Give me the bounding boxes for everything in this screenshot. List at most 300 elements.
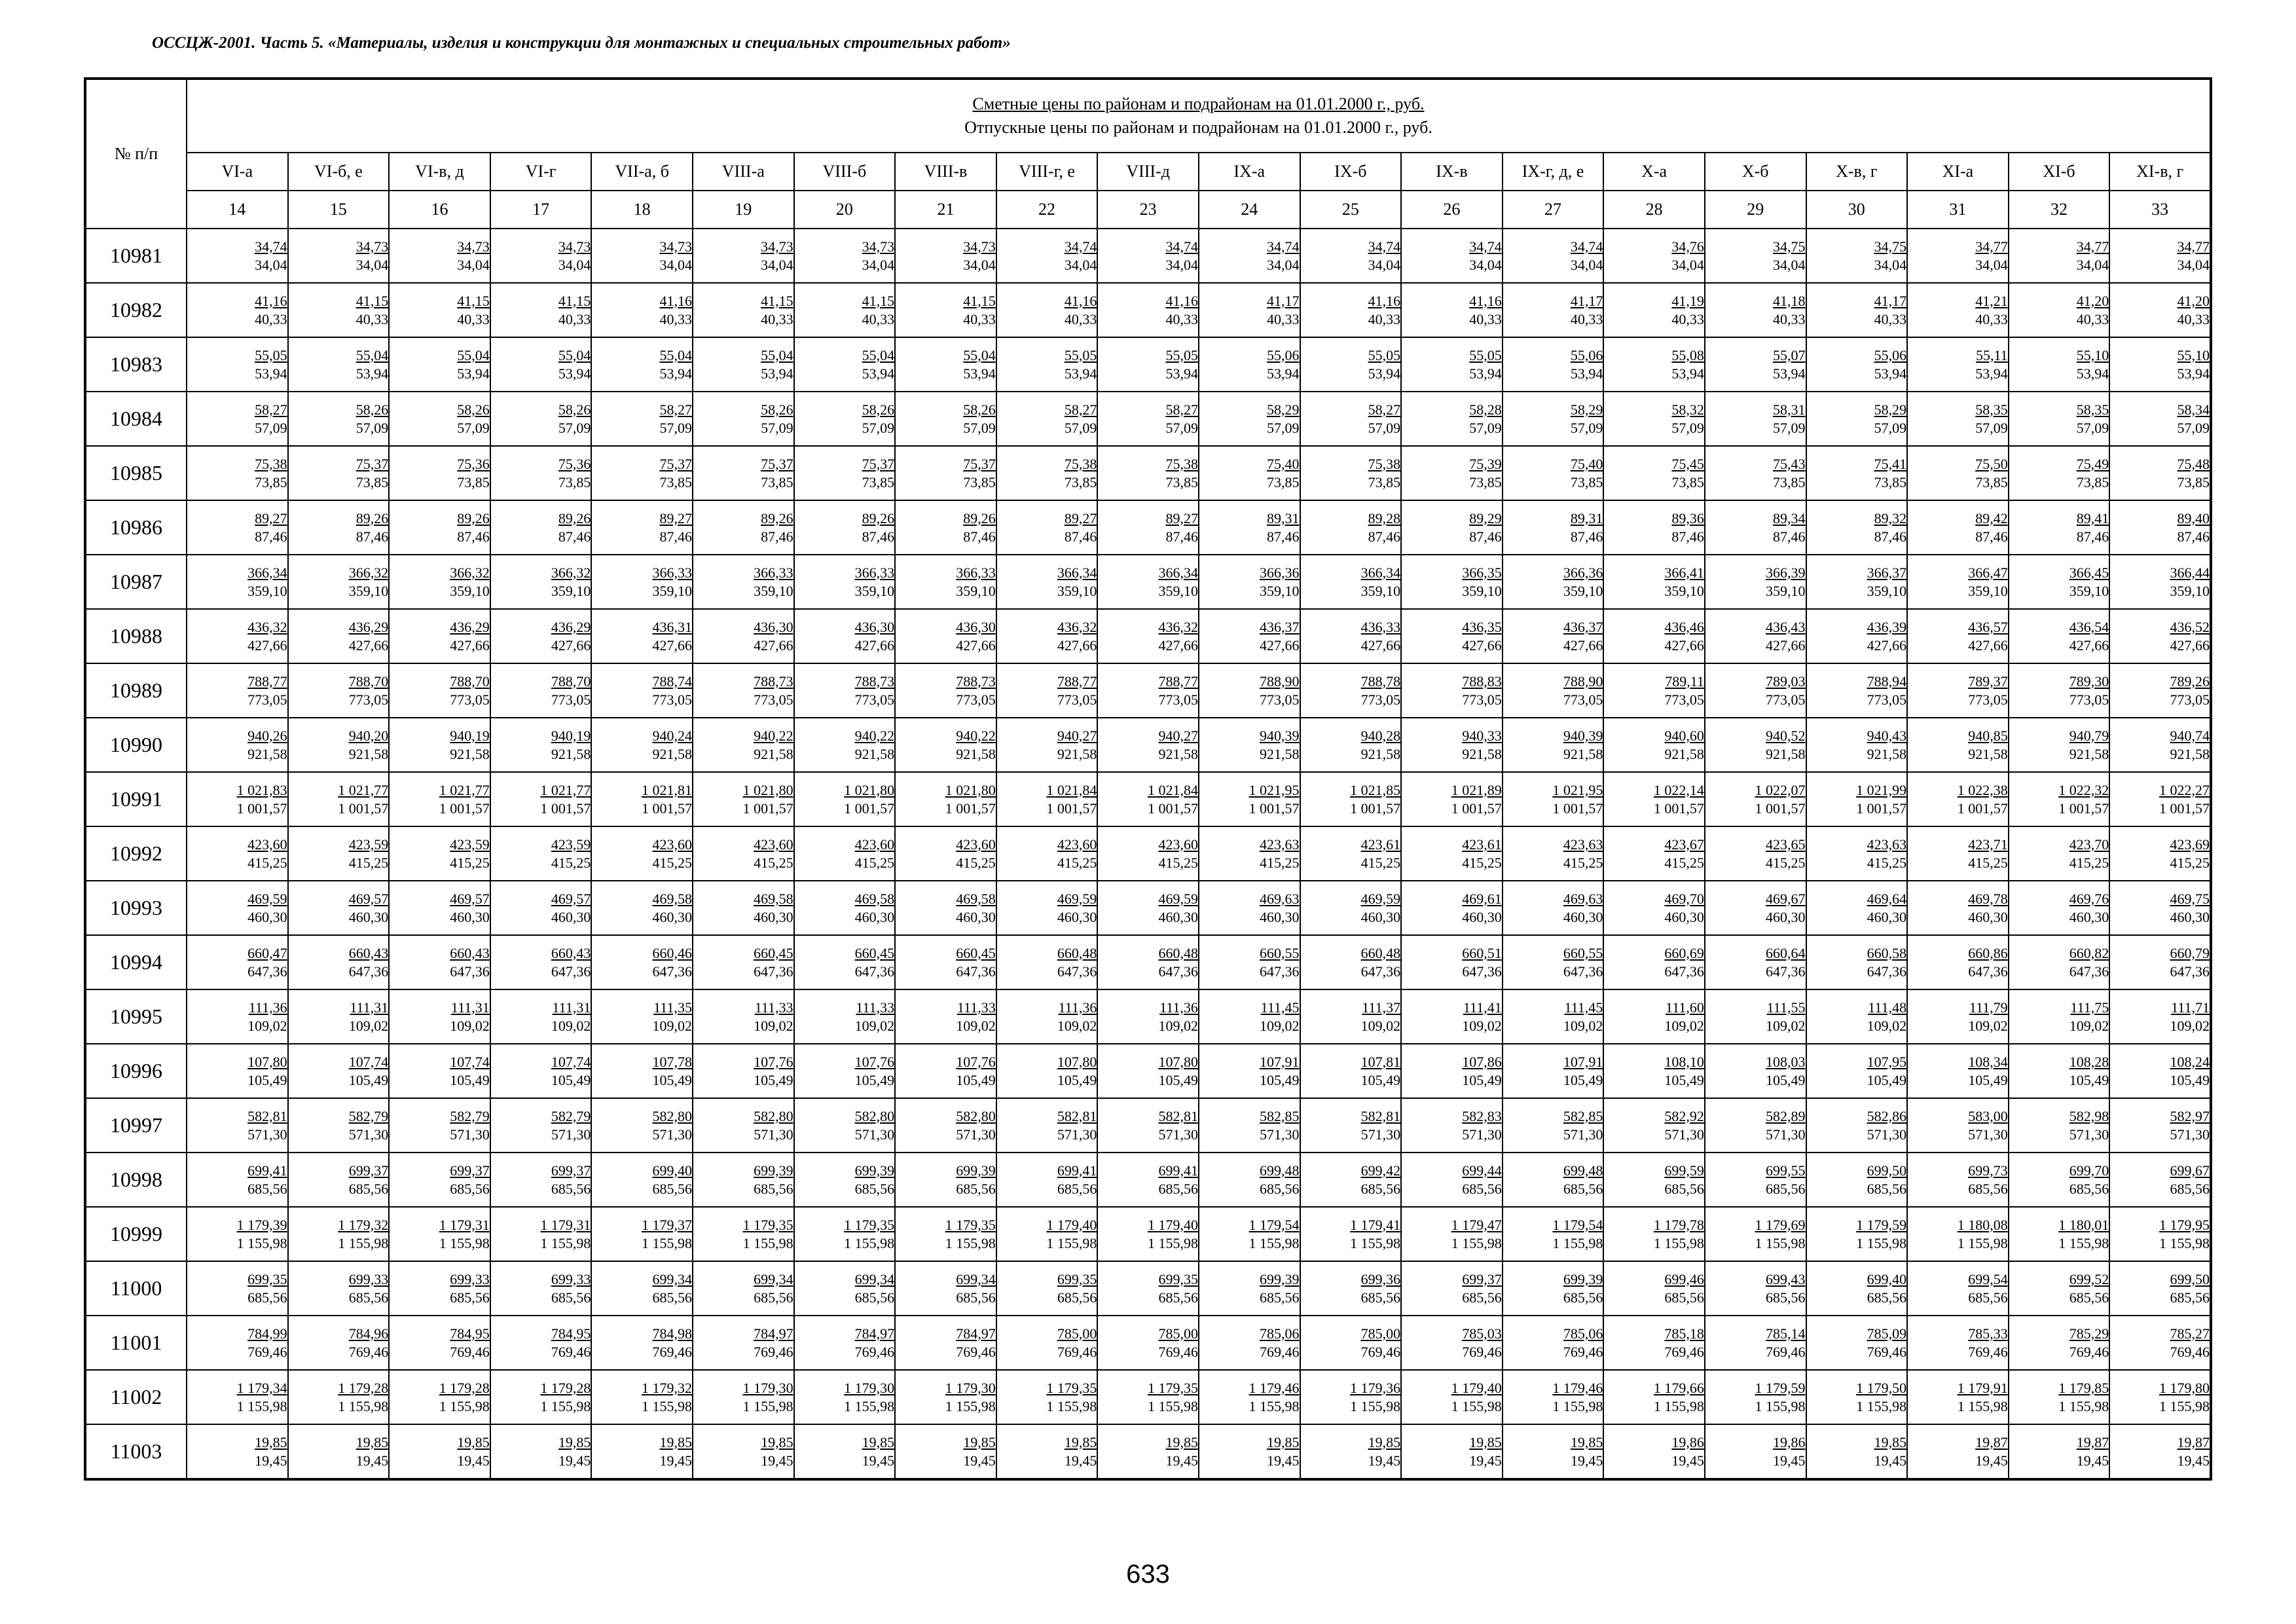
estimate-price: 75,48 — [2177, 455, 2210, 472]
price-cell — [1401, 826, 1503, 881]
release-price: 685,56 — [1563, 1289, 1603, 1306]
price-cell — [1907, 663, 2009, 718]
release-price: 1 155,98 — [945, 1397, 996, 1414]
estimate-price: 89,41 — [2076, 509, 2109, 526]
price-cell — [693, 826, 794, 881]
estimate-price: 366,45 — [2069, 564, 2109, 581]
price-cell — [187, 1370, 288, 1424]
estimate-price: 75,43 — [1773, 455, 1806, 472]
release-price: 34,04 — [1874, 256, 1907, 273]
price-cell — [1806, 1207, 1908, 1261]
price-cell — [1705, 826, 1806, 881]
release-price: 921,58 — [754, 745, 793, 762]
price-cell — [288, 1370, 390, 1424]
release-price: 773,05 — [1766, 691, 1806, 708]
price-cell — [895, 609, 996, 663]
price-cell — [794, 1153, 896, 1207]
price-cell — [1907, 555, 2009, 609]
estimate-price: 34,74 — [1267, 238, 1300, 255]
price-cell — [1705, 663, 1806, 718]
estimate-price: 55,08 — [1671, 346, 1704, 363]
release-price: 769,46 — [1766, 1343, 1806, 1360]
price-cell — [1907, 935, 2009, 989]
estimate-price: 19,85 — [862, 1433, 895, 1450]
estimate-price: 89,31 — [1267, 509, 1300, 526]
price-cell — [490, 609, 592, 663]
release-price: 34,04 — [1368, 256, 1401, 273]
price-cell — [1806, 1044, 1908, 1098]
release-price: 87,46 — [1570, 528, 1603, 545]
estimate-price: 19,85 — [1165, 1433, 1198, 1450]
estimate-price: 55,05 — [1368, 346, 1401, 363]
estimate-price: 111,36 — [1159, 999, 1198, 1016]
estimate-price: 89,26 — [963, 509, 996, 526]
estimate-price: 19,85 — [255, 1433, 287, 1450]
estimate-price: 1 022,38 — [1957, 781, 2008, 798]
estimate-price: 34,75 — [1874, 238, 1907, 255]
price-cell — [2009, 1153, 2110, 1207]
release-price: 359,10 — [652, 582, 692, 599]
release-price: 415,25 — [956, 854, 996, 871]
release-price: 571,30 — [1158, 1126, 1198, 1143]
price-cell — [1097, 1370, 1199, 1424]
estimate-price: 34,73 — [457, 238, 490, 255]
price-cell — [2109, 1044, 2211, 1098]
price-cell — [288, 1424, 390, 1479]
price-cell — [1503, 1098, 1604, 1153]
estimate-price: 788,94 — [1867, 673, 1907, 690]
release-price: 773,05 — [1260, 691, 1300, 708]
price-cell — [996, 1207, 1098, 1261]
estimate-price: 788,73 — [956, 673, 996, 690]
estimate-price: 436,57 — [1968, 618, 2008, 635]
region-header: VI-в, д — [389, 153, 490, 191]
estimate-price: 75,49 — [2076, 455, 2109, 472]
estimate-price: 19,85 — [355, 1433, 389, 1450]
price-cell — [1503, 935, 1604, 989]
price-cell — [1300, 500, 1402, 555]
price-cell — [1300, 1424, 1402, 1479]
estimate-price: 582,79 — [348, 1107, 389, 1124]
estimate-price: 699,34 — [854, 1270, 895, 1287]
price-cell — [1300, 283, 1402, 337]
price-cell — [2109, 1153, 2211, 1207]
release-price: 773,05 — [854, 691, 895, 708]
estimate-price: 469,76 — [2069, 890, 2109, 907]
release-price: 40,33 — [1874, 310, 1907, 327]
estimate-price: 785,00 — [1158, 1325, 1198, 1342]
price-cell — [288, 1261, 390, 1316]
estimate-price: 660,48 — [1158, 944, 1198, 961]
estimate-price: 108,34 — [1968, 1053, 2008, 1070]
estimate-price: 788,74 — [652, 673, 692, 690]
release-price: 53,94 — [761, 365, 793, 382]
estimate-price: 660,45 — [956, 944, 996, 961]
estimate-price: 89,32 — [1874, 509, 1907, 526]
price-cell — [1503, 1370, 1604, 1424]
estimate-price: 75,50 — [1975, 455, 2008, 472]
estimate-price: 582,86 — [1867, 1107, 1907, 1124]
estimate-price: 34,74 — [255, 238, 287, 255]
estimate-price: 436,29 — [348, 618, 389, 635]
price-cell — [2109, 229, 2211, 283]
estimate-price: 1 179,54 — [1552, 1216, 1603, 1233]
release-price: 57,09 — [355, 419, 389, 436]
release-price: 1 001,57 — [844, 800, 895, 817]
estimate-price: 19,87 — [1975, 1433, 2008, 1450]
price-cell — [288, 392, 390, 446]
price-cell — [288, 1207, 390, 1261]
estimate-price: 436,30 — [754, 618, 793, 635]
release-price: 685,56 — [1462, 1180, 1502, 1197]
release-price: 1 001,57 — [2159, 800, 2210, 817]
release-price: 359,10 — [450, 582, 490, 599]
region-header: VIII-д — [1097, 153, 1199, 191]
price-cell — [794, 500, 896, 555]
price-cell — [1199, 881, 1300, 935]
price-cell — [1097, 1424, 1199, 1479]
release-price: 359,10 — [754, 582, 793, 599]
release-price: 460,30 — [1867, 908, 1907, 925]
release-price: 19,45 — [862, 1452, 895, 1469]
release-price: 40,33 — [659, 310, 692, 327]
price-cell — [591, 1153, 693, 1207]
release-price: 685,56 — [2069, 1289, 2109, 1306]
estimate-price: 34,74 — [1165, 238, 1198, 255]
release-price: 40,33 — [355, 310, 389, 327]
price-cell — [1907, 1316, 2009, 1370]
estimate-price: 34,73 — [558, 238, 591, 255]
price-cell — [288, 881, 390, 935]
release-price: 19,45 — [761, 1452, 793, 1469]
price-cell — [1401, 500, 1503, 555]
price-cell — [490, 1370, 592, 1424]
release-price: 105,49 — [247, 1071, 287, 1088]
estimate-price: 89,42 — [1975, 509, 2008, 526]
estimate-price: 1 179,35 — [844, 1216, 895, 1233]
estimate-price: 660,43 — [348, 944, 389, 961]
price-cell — [996, 609, 1098, 663]
estimate-price: 582,97 — [2170, 1107, 2210, 1124]
estimate-price: 469,61 — [1462, 890, 1502, 907]
estimate-price: 469,57 — [551, 890, 591, 907]
estimate-price: 660,51 — [1462, 944, 1502, 961]
release-price: 87,46 — [1368, 528, 1401, 545]
price-cell — [1401, 1207, 1503, 1261]
estimate-price: 75,38 — [255, 455, 287, 472]
price-cell — [187, 772, 288, 826]
estimate-price: 366,33 — [956, 564, 996, 581]
estimate-price: 436,32 — [247, 618, 287, 635]
release-price: 19,45 — [2177, 1452, 2210, 1469]
estimate-price: 58,29 — [1267, 401, 1300, 418]
price-cell — [1097, 1098, 1199, 1153]
estimate-price: 788,90 — [1563, 673, 1603, 690]
estimate-price: 784,96 — [348, 1325, 389, 1342]
price-cell — [1603, 229, 1705, 283]
release-price: 105,49 — [1158, 1071, 1198, 1088]
release-price: 73,85 — [1064, 473, 1097, 490]
estimate-price: 58,27 — [1368, 401, 1401, 418]
release-price: 415,25 — [1968, 854, 2008, 871]
release-price: 415,25 — [1766, 854, 1806, 871]
price-cell — [996, 1153, 1098, 1207]
price-cell — [2109, 555, 2211, 609]
price-cell — [1097, 555, 1199, 609]
price-cell — [591, 229, 693, 283]
price-cell — [2009, 283, 2110, 337]
price-cell — [1199, 1044, 1300, 1098]
release-price: 34,04 — [1570, 256, 1603, 273]
price-cell — [1401, 555, 1503, 609]
estimate-price: 89,40 — [2177, 509, 2210, 526]
price-cell — [996, 989, 1098, 1044]
price-cell — [2109, 1370, 2211, 1424]
price-cell — [490, 555, 592, 609]
estimate-price: 699,73 — [1968, 1162, 2008, 1179]
estimate-price: 58,27 — [1165, 401, 1198, 418]
estimate-price: 436,31 — [652, 618, 692, 635]
release-price: 415,25 — [1462, 854, 1502, 871]
price-cell — [2009, 935, 2110, 989]
estimate-price: 660,48 — [1360, 944, 1401, 961]
release-price: 40,33 — [761, 310, 793, 327]
price-cell — [490, 826, 592, 881]
price-cell — [288, 772, 390, 826]
release-price: 40,33 — [1165, 310, 1198, 327]
release-price: 359,10 — [854, 582, 895, 599]
price-cell — [1401, 989, 1503, 1044]
release-price: 53,94 — [1570, 365, 1603, 382]
price-cell — [1300, 826, 1402, 881]
release-price: 921,58 — [551, 745, 591, 762]
price-cell — [1300, 1044, 1402, 1098]
estimate-price: 41,18 — [1773, 292, 1806, 309]
release-price: 105,49 — [1664, 1071, 1704, 1088]
price-cell — [1503, 337, 1604, 392]
release-price: 685,56 — [1664, 1289, 1704, 1306]
estimate-price: 582,98 — [2069, 1107, 2109, 1124]
release-price: 57,09 — [1064, 419, 1097, 436]
price-cell — [1300, 881, 1402, 935]
price-cell — [389, 1044, 490, 1098]
estimate-price: 41,21 — [1975, 292, 2008, 309]
price-cell — [1503, 663, 1604, 718]
release-price: 460,30 — [854, 908, 895, 925]
price-cell — [1097, 663, 1199, 718]
price-cell — [1199, 609, 1300, 663]
price-cell — [895, 446, 996, 500]
price-cell — [2109, 935, 2211, 989]
release-price: 359,10 — [1968, 582, 2008, 599]
estimate-price: 366,33 — [754, 564, 793, 581]
estimate-price: 75,37 — [659, 455, 692, 472]
row-number: 11000 — [85, 1261, 187, 1316]
estimate-price: 58,35 — [2076, 401, 2109, 418]
release-price: 427,66 — [652, 637, 692, 654]
estimate-price: 582,81 — [1158, 1107, 1198, 1124]
price-cell — [490, 1261, 592, 1316]
price-cell — [1907, 337, 2009, 392]
release-price: 19,45 — [1165, 1452, 1198, 1469]
release-price: 87,46 — [1975, 528, 2008, 545]
release-price: 571,30 — [1360, 1126, 1401, 1143]
price-cell — [895, 718, 996, 772]
release-price: 87,46 — [963, 528, 996, 545]
column-number: 29 — [1705, 191, 1806, 229]
region-header: VIII-г, е — [996, 153, 1098, 191]
release-price: 647,36 — [854, 963, 895, 980]
estimate-price: 1 179,59 — [1856, 1216, 1907, 1233]
estimate-price: 436,32 — [1057, 618, 1097, 635]
estimate-price: 699,34 — [956, 1270, 996, 1287]
estimate-price: 582,80 — [652, 1107, 692, 1124]
release-price: 105,49 — [348, 1071, 389, 1088]
estimate-price: 107,81 — [1360, 1053, 1401, 1070]
price-cell — [1705, 1424, 1806, 1479]
release-price: 685,56 — [2170, 1289, 2210, 1306]
estimate-price: 1 179,47 — [1451, 1216, 1502, 1233]
table-row — [85, 1153, 2211, 1207]
price-cell — [1199, 772, 1300, 826]
page-number: 633 — [1126, 1560, 1170, 1589]
price-cell — [1097, 609, 1199, 663]
estimate-price: 699,33 — [348, 1270, 389, 1287]
estimate-price: 699,40 — [652, 1162, 692, 1179]
estimate-price: 41,17 — [1267, 292, 1300, 309]
price-cell — [1097, 881, 1199, 935]
release-price: 773,05 — [1360, 691, 1401, 708]
price-cell — [895, 881, 996, 935]
estimate-price: 58,29 — [1874, 401, 1907, 418]
price-cell — [1300, 609, 1402, 663]
column-number: 26 — [1401, 191, 1503, 229]
estimate-price: 19,86 — [1773, 1433, 1806, 1450]
price-cell — [1907, 229, 2009, 283]
estimate-price: 366,32 — [348, 564, 389, 581]
column-number: 30 — [1806, 191, 1908, 229]
price-cell — [1503, 500, 1604, 555]
price-cell — [1503, 989, 1604, 1044]
release-price: 105,49 — [1968, 1071, 2008, 1088]
release-price: 359,10 — [1664, 582, 1704, 599]
release-price: 87,46 — [457, 528, 490, 545]
estimate-price: 1 021,80 — [844, 781, 895, 798]
estimate-price: 19,86 — [1671, 1433, 1704, 1450]
estimate-price: 423,69 — [2170, 836, 2210, 853]
price-cell — [389, 609, 490, 663]
release-price: 1 001,57 — [1451, 800, 1502, 817]
region-header: XI-б — [2009, 153, 2110, 191]
estimate-price: 111,75 — [2070, 999, 2109, 1016]
price-cell — [1401, 283, 1503, 337]
estimate-price: 111,55 — [1766, 999, 1806, 1016]
estimate-price: 1 179,28 — [439, 1379, 490, 1396]
price-cell — [794, 229, 896, 283]
table-row — [85, 283, 2211, 337]
estimate-price: 1 021,80 — [945, 781, 996, 798]
price-cell — [693, 663, 794, 718]
release-price: 1 155,98 — [1653, 1234, 1704, 1251]
estimate-price: 436,52 — [2170, 618, 2210, 635]
estimate-price: 784,95 — [551, 1325, 591, 1342]
price-cell — [1705, 1261, 1806, 1316]
estimate-price: 111,45 — [1564, 999, 1603, 1016]
price-cell — [2109, 1261, 2211, 1316]
price-cell — [693, 337, 794, 392]
release-price: 769,46 — [1867, 1343, 1907, 1360]
release-price: 769,46 — [1664, 1343, 1704, 1360]
estimate-price: 436,54 — [2069, 618, 2109, 635]
price-cell — [1199, 1261, 1300, 1316]
estimate-price: 19,85 — [1064, 1433, 1097, 1450]
price-cell — [794, 555, 896, 609]
release-price: 415,25 — [1867, 854, 1907, 871]
price-cell — [1503, 446, 1604, 500]
price-cell — [1300, 1316, 1402, 1370]
estimate-price: 366,34 — [1158, 564, 1198, 581]
release-price: 73,85 — [255, 473, 287, 490]
release-price: 87,46 — [558, 528, 591, 545]
region-header: VI-б, е — [288, 153, 390, 191]
price-cell — [693, 609, 794, 663]
release-price: 40,33 — [1570, 310, 1603, 327]
price-cell — [794, 718, 896, 772]
release-price: 105,49 — [1462, 1071, 1502, 1088]
release-price: 53,94 — [1773, 365, 1806, 382]
release-price: 460,30 — [1766, 908, 1806, 925]
estimate-price: 660,55 — [1563, 944, 1603, 961]
estimate-price: 423,59 — [450, 836, 490, 853]
price-cell — [1097, 935, 1199, 989]
release-price: 105,49 — [854, 1071, 895, 1088]
price-cell — [1300, 1370, 1402, 1424]
estimate-price: 41,17 — [1874, 292, 1907, 309]
price-cell — [187, 1424, 288, 1479]
price-cell — [1806, 500, 1908, 555]
price-cell — [389, 935, 490, 989]
row-number: 10987 — [85, 555, 187, 609]
price-cell — [490, 989, 592, 1044]
column-number: 33 — [2109, 191, 2211, 229]
estimate-price: 436,32 — [1158, 618, 1198, 635]
release-price: 769,46 — [1462, 1343, 1502, 1360]
estimate-price: 1 021,89 — [1451, 781, 1502, 798]
release-price: 773,05 — [247, 691, 287, 708]
price-cell — [693, 229, 794, 283]
release-price: 773,05 — [1462, 691, 1502, 708]
price-cell — [1401, 1153, 1503, 1207]
release-price: 109,02 — [754, 1017, 793, 1034]
estimate-price: 469,63 — [1563, 890, 1603, 907]
estimate-price: 41,15 — [558, 292, 591, 309]
release-price: 571,30 — [2069, 1126, 2109, 1143]
table-row — [85, 337, 2211, 392]
estimate-price: 366,35 — [1462, 564, 1502, 581]
estimate-price: 582,85 — [1260, 1107, 1300, 1124]
estimate-price: 1 179,36 — [1350, 1379, 1401, 1396]
release-price: 73,85 — [1773, 473, 1806, 490]
price-cell — [996, 1098, 1098, 1153]
estimate-price: 699,37 — [450, 1162, 490, 1179]
release-price: 460,30 — [348, 908, 389, 925]
estimate-price: 1 179,40 — [1451, 1379, 1502, 1396]
row-number: 10986 — [85, 500, 187, 555]
price-cell — [693, 718, 794, 772]
release-price: 1 001,57 — [1350, 800, 1401, 817]
release-price: 571,30 — [2170, 1126, 2210, 1143]
release-price: 40,33 — [862, 310, 895, 327]
